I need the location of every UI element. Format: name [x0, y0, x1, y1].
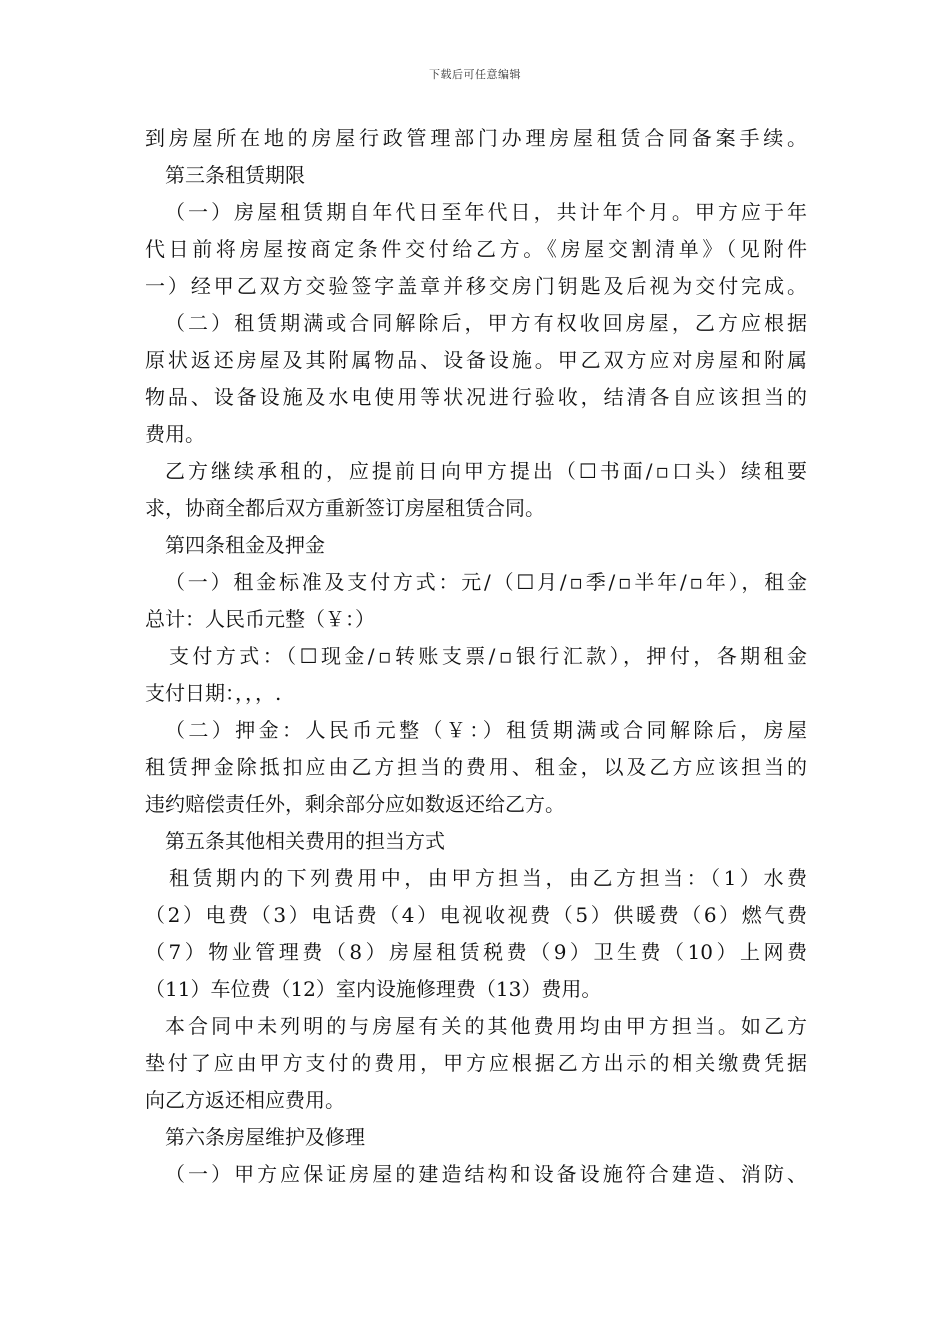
paragraph-line: 总计：人民币元整（￥：） — [145, 607, 375, 631]
paragraph-line: （一）房屋租赁期自年代日至年代日，共计年个月。甲方应于年 — [165, 200, 807, 224]
paragraph-line: （一）甲方应保证房屋的建造结构和设备设施符合建造、消防、 — [165, 1162, 807, 1186]
paragraph-line: （一）租金标准及支付方式：元/（☐月/▫季/▫半年/▫年），租金 — [165, 570, 807, 594]
paragraph-line: （二）租赁期满或合同解除后，甲方有权收回房屋，乙方应根据 — [165, 311, 807, 335]
paragraph-line: 租赁押金除抵扣应由乙方担当的费用、租金，以及乙方应该担当的 — [145, 755, 807, 779]
paragraph-line: 本合同中未列明的与房屋有关的其他费用均由甲方担当。如乙方 — [165, 1014, 807, 1038]
paragraph-line: （11）车位费（12）室内设施修理费（13）费用。 — [145, 977, 602, 1001]
paragraph-line: （7）物业管理费（8）房屋租赁税费（9）卫生费（10）上网费 — [145, 940, 807, 964]
paragraph-line: 垫付了应由甲方支付的费用，甲方应根据乙方出示的相关缴费凭据 — [145, 1051, 807, 1075]
section-heading: 第六条房屋维护及修理 — [165, 1125, 365, 1149]
paragraph-line: 支付方式：（☐现金/▫转账支票/▫银行汇款），押付，各期租金 — [169, 644, 807, 668]
paragraph-line: （二）押金：人民币元整（￥：）租赁期满或合同解除后，房屋 — [165, 718, 807, 742]
page-header: 下载后可任意编辑 — [429, 68, 521, 81]
paragraph-line: 求，协商全都后双方重新签订房屋租赁合同。 — [145, 496, 545, 520]
paragraph-line: （2）电费（3）电话费（4）电视收视费（5）供暖费（6）燃气费 — [145, 903, 807, 927]
paragraph-line: 物品、设备设施及水电使用等状况进行验收，结清各自应该担当的 — [145, 385, 807, 409]
document-body — [145, 120, 807, 1193]
paragraph-line: 乙方继续承租的，应提前日向甲方提出（☐书面/▫口头）续租要 — [165, 459, 807, 483]
paragraph-line: 费用。 — [145, 422, 205, 446]
paragraph-line: 到房屋所在地的房屋行政管理部门办理房屋租赁合同备案手续。 — [145, 126, 807, 150]
paragraph-line: 支付日期：，，，. — [145, 681, 282, 705]
paragraph-line: 租赁期内的下列费用中，由甲方担当，由乙方担当：（1）水费 — [169, 866, 807, 890]
paragraph-line: 向乙方返还相应费用。 — [145, 1088, 345, 1112]
paragraph-line: 违约赔偿责任外，剩余部分应如数返还给乙方。 — [145, 792, 565, 816]
paragraph-line: 一）经甲乙双方交验签字盖章并移交房门钥匙及后视为交付完成。 — [145, 274, 807, 298]
paragraph-line: 代日前将房屋按商定条件交付给乙方。《房屋交割清单》（见附件 — [145, 237, 807, 261]
section-heading: 第四条租金及押金 — [165, 533, 325, 557]
section-heading: 第五条其他相关费用的担当方式 — [165, 829, 445, 853]
paragraph-line: 原状返还房屋及其附属物品、设备设施。甲乙双方应对房屋和附属 — [145, 348, 807, 372]
section-heading: 第三条租赁期限 — [165, 163, 305, 187]
